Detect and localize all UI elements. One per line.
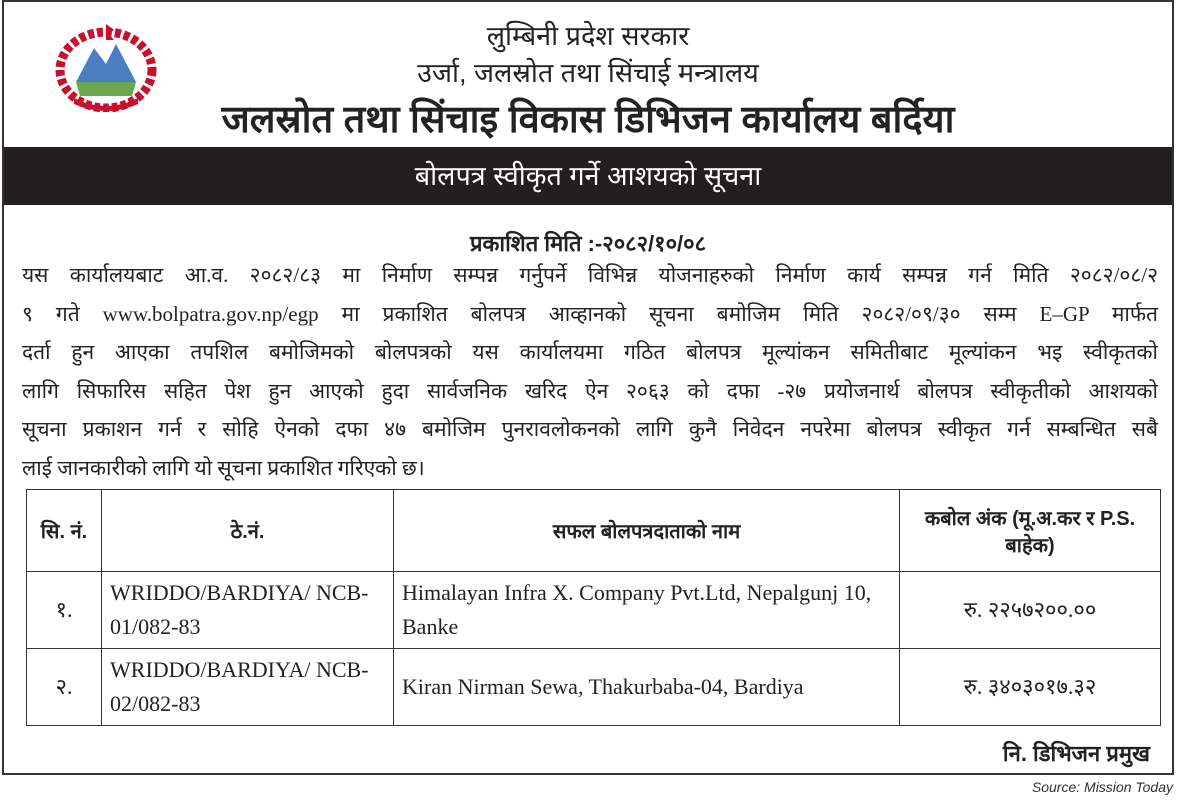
notice-body — [22, 260, 1158, 491]
cell-contract: WRIDDO/BARDIYA/ NCB-01/082-83 — [102, 572, 394, 649]
cell-bidder: Kiran Nirman Sewa, Thakurbaba-04, Bardiya — [394, 649, 900, 726]
bidder-table — [26, 489, 1161, 726]
body-line: ९ गते www.bolpatra.gov.np/egp मा प्रकाशित बोलपत्र आव्हानको सूचना बमोजिम मिति २०८२/०९/३० सम्म E–GP मार्फत — [22, 301, 1158, 326]
signature: नि. डिभिजन प्रमुख — [1002, 741, 1150, 766]
col-amount: कबोल अंक (मू.अ.कर र P.S. बाहेक) — [900, 490, 1161, 572]
province-government: लुम्बिनी प्रदेश सरकार — [486, 21, 690, 51]
col-contract: ठे.नं. — [102, 490, 394, 572]
cell-amount: रु. ३४०३०१७.३२ — [900, 649, 1161, 726]
cell-contract: WRIDDO/BARDIYA/ NCB-02/082-83 — [102, 649, 394, 726]
body-line: लागि सिफारिस सहित पेश हुन आएको हुदा सार्वजनिक खरिद ऐन २०६३ को दफा -२७ प्रयोजनार्थ बोलपत्र स्वीकृतीको आशयको — [22, 378, 1158, 403]
cell-sn: २. — [27, 649, 102, 726]
col-sn: सि. नं. — [27, 490, 102, 572]
ministry-name: उर्जा, जलस्रोत तथा सिंचाई मन्त्रालय — [417, 58, 759, 88]
body-line: यस कार्यालयबाट आ.व. २०८२/८३ मा निर्माण सम्पन्न गर्नुपर्ने विभिन्न योजनाहरुको निर्माण कार्य सम्पन्न गर्न मिति २०८२/०८/२ — [22, 263, 1158, 287]
body-line: सूचना प्रकाशन गर्न र सोहि ऐनको दफा ४७ बमोजिम पुनरावलोकनको लागि कुनै निवेदन नपरेमा बोलपत्र स्वीकृत गर्न सम्बन्धित सबै — [22, 417, 1158, 441]
cell-sn: १. — [27, 572, 102, 649]
notice-title: बोलपत्र स्वीकृत गर्ने आशयको सूचना — [4, 147, 1172, 205]
cell-amount: रु. २२५७२००.०० — [900, 572, 1161, 649]
notice-frame — [2, 0, 1174, 775]
table-row — [27, 649, 1161, 726]
body-line: दर्ता हुन आएका तपशिल बमोजिमको बोलपत्रको यस कार्यालयमा गठित बोलपत्र मूल्यांकन समितीबाट मूल्यांकन भइ स्वीकृतको — [22, 340, 1158, 364]
table-header-row — [27, 490, 1161, 572]
body-line: लाई जानकारीको लागि यो सूचना प्रकाशित गरिएको छ। — [22, 455, 425, 480]
col-bidder: सफल बोलपत्रदाताको नाम — [394, 490, 900, 572]
office-name: जलस्रोत तथा सिंचाइ विकास डिभिजन कार्यालय बर्दिया — [221, 99, 955, 141]
published-date: प्रकाशित मिति :-२०८२/१०/०८ — [469, 231, 707, 256]
cell-bidder: Himalayan Infra X. Company Pvt.Ltd, Nepalgunj 10, Banke — [394, 572, 900, 649]
notice-header — [4, 2, 1172, 147]
source-credit: Source: Mission Today — [1031, 779, 1173, 795]
table-row — [27, 572, 1161, 649]
